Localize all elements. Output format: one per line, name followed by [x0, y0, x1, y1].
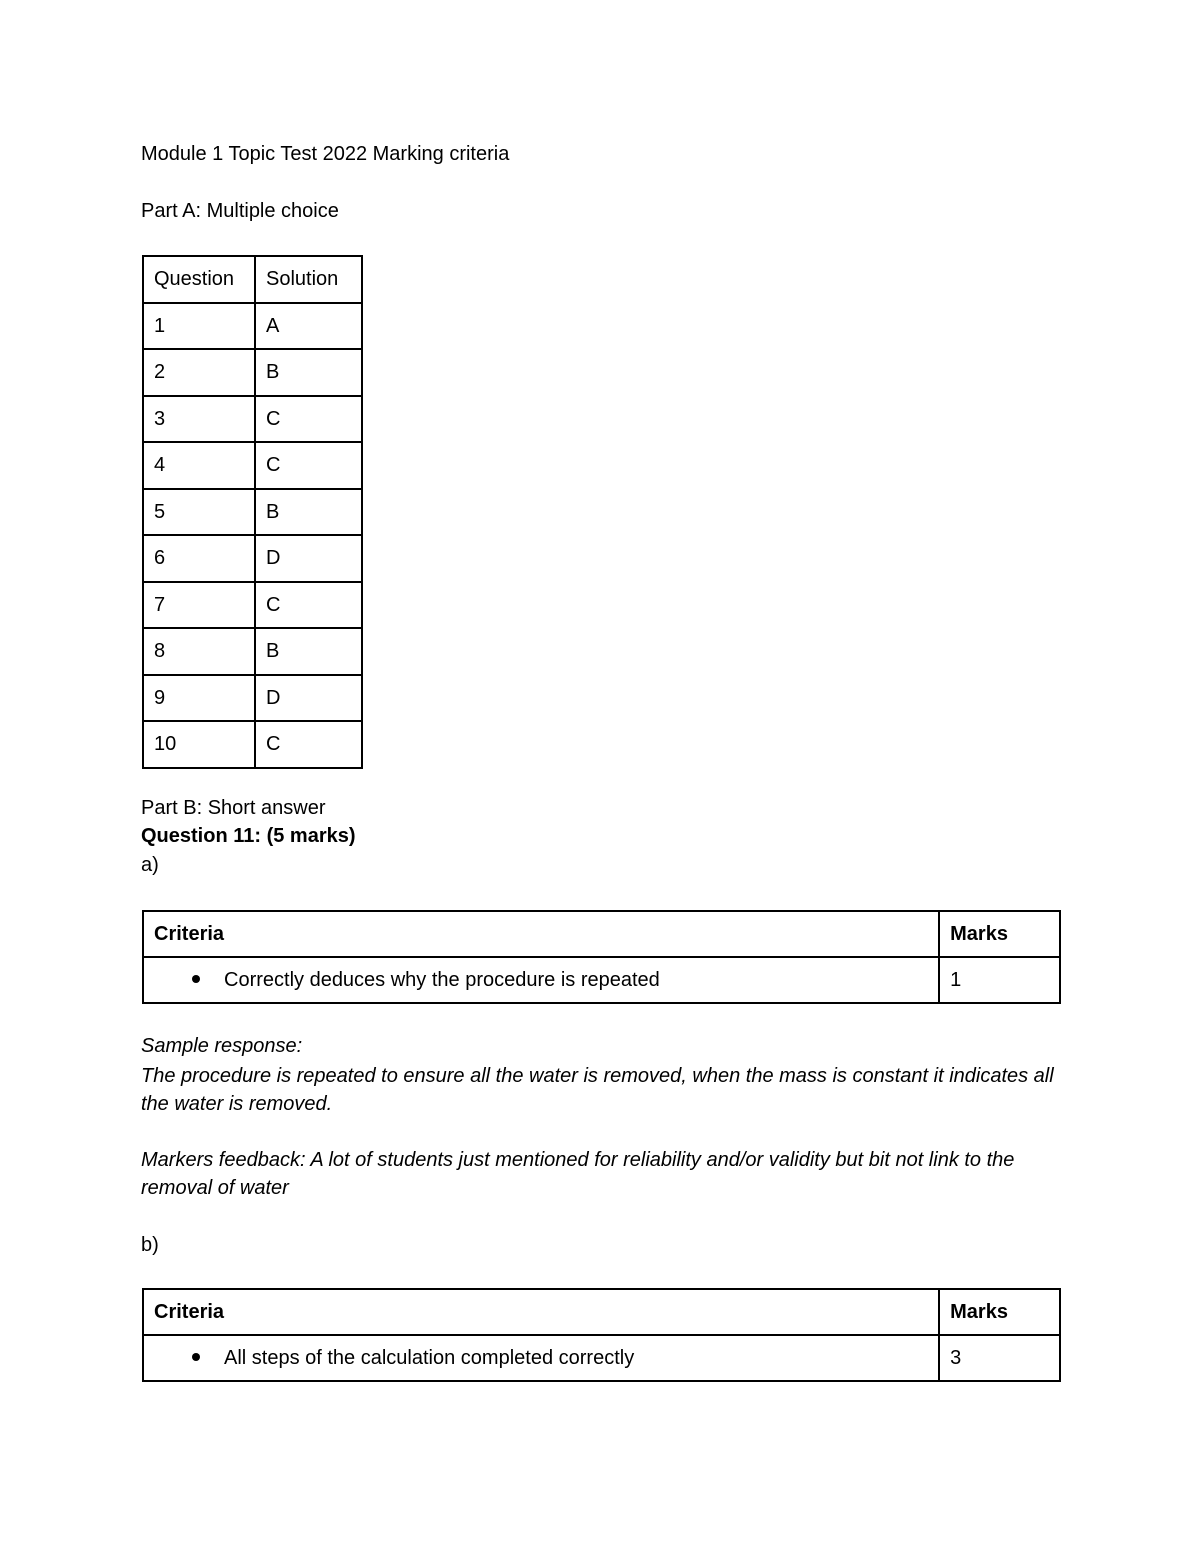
table-header-row — [143, 256, 362, 303]
criteria-table-a — [142, 910, 1061, 1004]
markers-feedback: Markers feedback: A lot of students just mentioned for reliability and/or validity but bit not link to the removal of water — [141, 1149, 1015, 1199]
solution-cell: C — [255, 721, 362, 768]
table-header-row — [143, 1289, 1060, 1335]
table-row — [143, 721, 362, 768]
question-number-cell: 9 — [143, 675, 255, 722]
question-header: Question — [143, 256, 255, 303]
question-number-cell: 5 — [143, 489, 255, 536]
marks-cell: 1 — [939, 957, 1060, 1003]
marks-header: Marks — [939, 1289, 1060, 1335]
table-row — [143, 957, 1060, 1003]
question-number-cell: 10 — [143, 721, 255, 768]
table-row — [143, 303, 362, 350]
solution-cell: D — [255, 675, 362, 722]
solution-cell: B — [255, 349, 362, 396]
solution-cell: B — [255, 489, 362, 536]
marks-header: Marks — [939, 911, 1060, 957]
part-a-label: a) — [141, 854, 159, 876]
part-a-heading: Part A: Multiple choice — [141, 200, 339, 222]
table-row — [143, 396, 362, 443]
question-number-cell: 2 — [143, 349, 255, 396]
table-row — [143, 349, 362, 396]
solution-cell: A — [255, 303, 362, 350]
criterion-text: All steps of the calculation completed correctly — [224, 1347, 635, 1369]
marks-cell: 3 — [939, 1335, 1060, 1381]
solution-cell: D — [255, 535, 362, 582]
criterion-cell — [143, 957, 939, 1003]
page-title: Module 1 Topic Test 2022 Marking criteria — [141, 143, 510, 165]
question-number-cell: 7 — [143, 582, 255, 629]
question-number-cell: 8 — [143, 628, 255, 675]
question-number-cell: 3 — [143, 396, 255, 443]
multiple-choice-table — [142, 255, 363, 769]
bullet-icon — [192, 1353, 200, 1361]
sample-response-label: Sample response: — [141, 1035, 303, 1057]
criterion-cell — [143, 1335, 939, 1381]
criteria-table-b — [142, 1288, 1061, 1382]
criteria-header: Criteria — [143, 1289, 939, 1335]
solution-cell: C — [255, 582, 362, 629]
table-row — [143, 675, 362, 722]
table-row — [143, 1335, 1060, 1381]
table-header-row — [143, 911, 1060, 957]
solution-cell: C — [255, 396, 362, 443]
table-row — [143, 442, 362, 489]
table-row — [143, 582, 362, 629]
table-row — [143, 628, 362, 675]
criterion-text: Correctly deduces why the procedure is repeated — [224, 969, 660, 991]
question-number-cell: 6 — [143, 535, 255, 582]
part-b-label: b) — [141, 1234, 159, 1256]
part-b-heading: Part B: Short answer — [141, 797, 326, 819]
sample-response-text: The procedure is repeated to ensure all the water is removed, when the mass is constant it indicates all the water is removed. — [141, 1065, 1054, 1115]
solution-cell: C — [255, 442, 362, 489]
question-number-cell: 4 — [143, 442, 255, 489]
question-11-heading: Question 11: (5 marks) — [141, 825, 356, 847]
criteria-header: Criteria — [143, 911, 939, 957]
table-row — [143, 489, 362, 536]
solution-header: Solution — [255, 256, 362, 303]
solution-cell: B — [255, 628, 362, 675]
bullet-icon — [192, 975, 200, 983]
question-number-cell: 1 — [143, 303, 255, 350]
table-row — [143, 535, 362, 582]
